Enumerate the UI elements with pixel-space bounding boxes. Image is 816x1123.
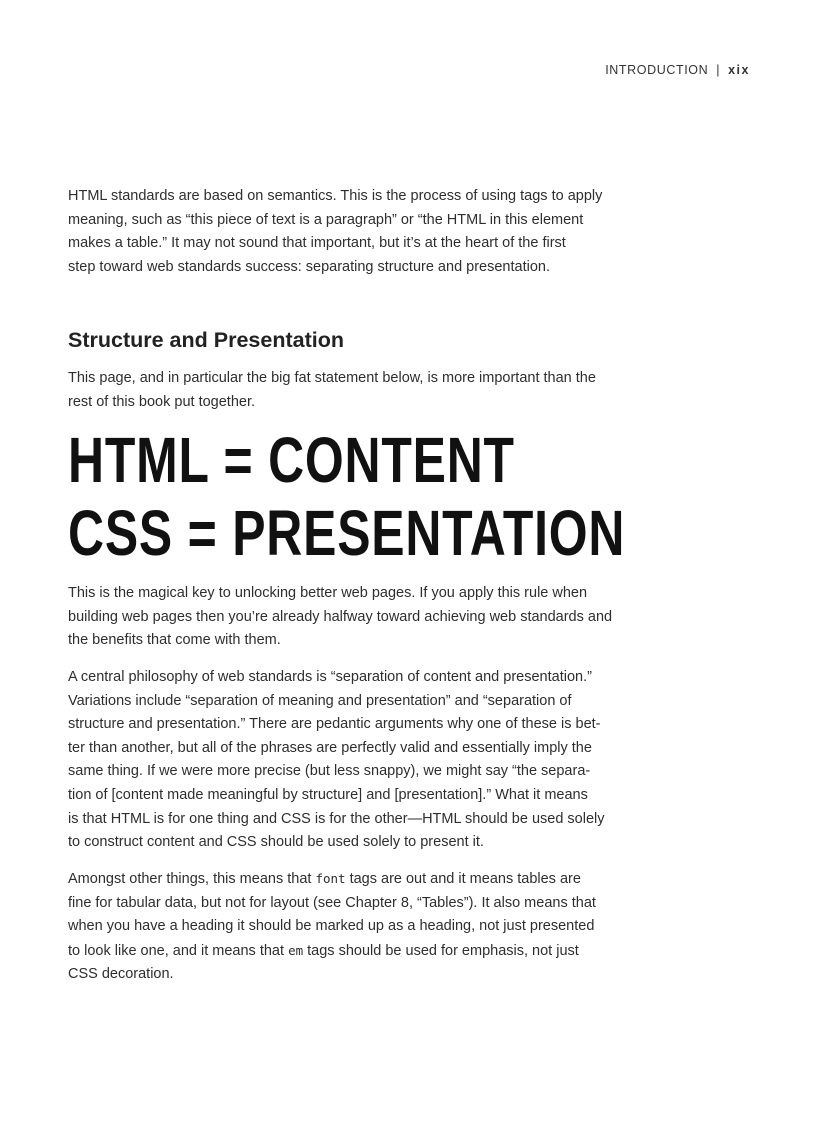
text-span: to look like one, and it means that xyxy=(68,942,289,959)
text-span: tags should be used for emphasis, not just xyxy=(303,942,579,959)
header-section: INTRODUCTION xyxy=(605,63,709,77)
text-line: to construct content and CSS should be used solely to present it. xyxy=(68,834,484,851)
text-line: ter than another, but all of the phrases are perfectly valid and essentially imply the xyxy=(68,739,592,756)
text-line: A central philosophy of web standards is “separation of content and presentation.” xyxy=(68,669,592,685)
running-header xyxy=(605,63,750,77)
text-line: This page, and in particular the big fat statement below, is more important than the xyxy=(68,370,596,386)
text-line: building web pages then you’re already halfway toward achieving web standards and xyxy=(68,608,613,625)
text-line: same thing. If we were more precise (but less snappy), we might say “the separa- xyxy=(68,763,591,780)
intro-paragraph xyxy=(68,185,688,279)
text-line: Variations include “separation of meaning and presentation” and “separation of xyxy=(68,692,572,709)
philosophy-paragraph xyxy=(68,666,688,855)
page-number: xix xyxy=(728,63,750,77)
text-line: structure and presentation.” There are pedantic arguments why one of these is bet- xyxy=(68,716,601,733)
text-line: fine for tabular data, but not for layout (see Chapter 8, “Tables”). It also means that xyxy=(68,894,596,911)
code-font: font xyxy=(315,871,346,886)
text-line: when you have a heading it should be marked up as a heading, not just presented xyxy=(68,918,595,935)
text-line: rest of this book put together. xyxy=(68,393,256,410)
text-span: Amongst other things, this means that xyxy=(68,871,316,887)
text-span: tags are out and it means tables are xyxy=(345,871,581,887)
text-line: HTML standards are based on semantics. This is the process of using tags to apply xyxy=(68,188,603,204)
statement-html-content: HTML = CONTENT xyxy=(68,424,515,496)
section-intro-paragraph xyxy=(68,367,688,414)
text-line: CSS decoration. xyxy=(68,966,174,983)
statement-css-presentation: CSS = PRESENTATION xyxy=(68,497,626,569)
text-line: is that HTML is for one thing and CSS is for the other—HTML should be used solely xyxy=(68,810,605,827)
text-line: meaning, such as “this piece of text is a paragraph” or “the HTML in this element xyxy=(68,211,584,228)
amongst-paragraph xyxy=(68,867,688,987)
text-line xyxy=(68,939,688,964)
text-line xyxy=(68,867,688,892)
text-line: the benefits that come with them. xyxy=(68,632,281,649)
text-line: This is the magical key to unlocking better web pages. If you apply this rule when xyxy=(68,585,588,601)
code-em: em xyxy=(288,942,304,958)
text-line: makes a table.” It may not sound that important, but it’s at the heart of the first xyxy=(68,235,566,252)
header-separator: | xyxy=(716,63,721,77)
text-line: step toward web standards success: separating structure and presentation. xyxy=(68,258,550,275)
text-line: tion of [content made meaningful by structure] and [presentation].” What it means xyxy=(68,786,588,803)
key-paragraph xyxy=(68,582,688,653)
section-heading: Structure and Presentation xyxy=(68,328,344,352)
